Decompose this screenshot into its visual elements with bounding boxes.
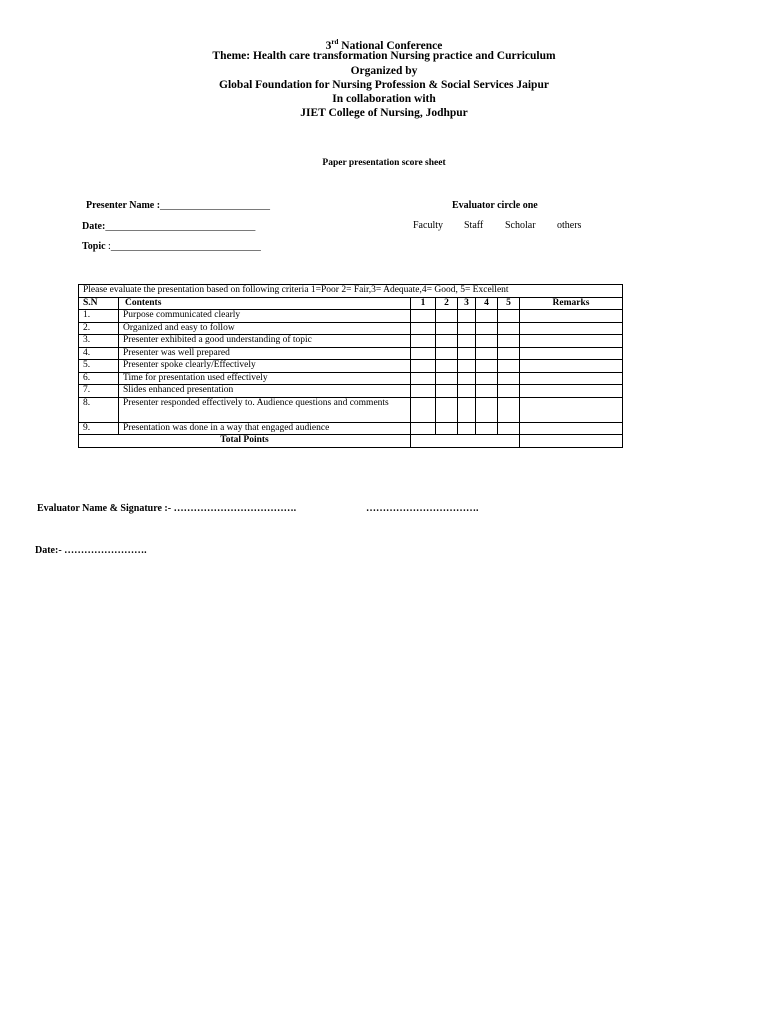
remarks-cell[interactable] (520, 310, 623, 323)
rating-cell-4[interactable] (476, 385, 498, 398)
rating-cell-1[interactable] (411, 322, 436, 335)
evaluator-option-scholar[interactable]: Scholar (505, 220, 536, 231)
row-sn: 6. (79, 372, 119, 385)
signature-dots-name[interactable]: ………………………………. (173, 503, 297, 514)
rating-cell-3[interactable] (458, 347, 476, 360)
rating-cell-2[interactable] (436, 372, 458, 385)
rating-cell-1[interactable] (411, 385, 436, 398)
remarks-cell[interactable] (520, 385, 623, 398)
row-sn: 5. (79, 360, 119, 373)
organizer-name: Global Foundation for Nursing Profession & Social Services Jaipur (219, 79, 549, 91)
ordinal-suffix: rd (331, 38, 339, 46)
date-line[interactable]: ______________________________ (105, 221, 256, 232)
remarks-cell[interactable] (520, 347, 623, 360)
rating-cell-1[interactable] (411, 372, 436, 385)
rating-cell-2[interactable] (436, 347, 458, 360)
topic-label: Topic (82, 241, 106, 252)
rating-cell-1[interactable] (411, 422, 436, 435)
rating-cell-3[interactable] (458, 385, 476, 398)
evaluator-circle-title: Evaluator circle one (452, 200, 538, 211)
table-row (79, 322, 623, 335)
row-sn: 8. (79, 397, 119, 422)
header-row (79, 297, 623, 310)
table-row (79, 422, 623, 435)
rating-cell-5[interactable] (498, 422, 520, 435)
rating-cell-3[interactable] (458, 322, 476, 335)
total-points-cell[interactable] (411, 435, 520, 448)
topic-field (82, 241, 261, 252)
score-table (78, 284, 623, 448)
organized-by-label: Organized by (350, 65, 418, 77)
rating-cell-1[interactable] (411, 347, 436, 360)
row-content: Presenter was well prepared (119, 347, 411, 360)
row-content: Presenter spoke clearly/Effectively (119, 360, 411, 373)
table-row (79, 385, 623, 398)
topic-line[interactable]: ______________________________ (110, 241, 261, 252)
evaluator-option-faculty[interactable]: Faculty (413, 220, 443, 231)
row-content: Presentation was done in a way that engaged audience (119, 422, 411, 435)
row-content: Slides enhanced presentation (119, 385, 411, 398)
signature-dots-sign[interactable]: ……………………………. (366, 503, 479, 514)
instruction-row (79, 285, 623, 298)
rating-cell-4[interactable] (476, 322, 498, 335)
remarks-cell[interactable] (520, 422, 623, 435)
topic-colon: : (105, 241, 111, 252)
header-rating-5: 5 (498, 297, 520, 310)
header-rating-2: 2 (436, 297, 458, 310)
rating-cell-2[interactable] (436, 385, 458, 398)
rating-cell-4[interactable] (476, 360, 498, 373)
evaluator-option-others[interactable]: others (557, 220, 582, 231)
date-label: Date: (82, 221, 106, 232)
remarks-cell[interactable] (520, 335, 623, 348)
collaboration-label: In collaboration with (332, 93, 436, 105)
total-points-label: Total Points (79, 435, 411, 448)
row-sn: 7. (79, 385, 119, 398)
rating-cell-5[interactable] (498, 347, 520, 360)
rating-cell-1[interactable] (411, 335, 436, 348)
rating-cell-4[interactable] (476, 347, 498, 360)
rating-cell-3[interactable] (458, 335, 476, 348)
rating-cell-2[interactable] (436, 322, 458, 335)
college-name: JIET College of Nursing, Jodhpur (300, 107, 468, 119)
rating-cell-5[interactable] (498, 397, 520, 422)
header-remarks: Remarks (520, 297, 623, 310)
rating-cell-2[interactable] (436, 422, 458, 435)
rating-cell-3[interactable] (458, 310, 476, 323)
row-sn: 3. (79, 335, 119, 348)
rating-cell-3[interactable] (458, 397, 476, 422)
presenter-field (86, 200, 270, 211)
total-row (79, 435, 623, 448)
table-row (79, 310, 623, 323)
row-content: Presenter responded effectively to. Audience questions and comments (119, 397, 411, 422)
conference-name: National Conference (338, 39, 443, 52)
row-content: Time for presentation used effectively (119, 372, 411, 385)
row-content: Purpose communicated clearly (119, 310, 411, 323)
remarks-cell[interactable] (520, 372, 623, 385)
rating-cell-2[interactable] (436, 335, 458, 348)
remarks-cell[interactable] (520, 360, 623, 373)
rating-cell-3[interactable] (458, 372, 476, 385)
conference-theme: Theme: Health care transformation Nursing practice and Curriculum (212, 50, 556, 62)
presenter-line[interactable]: ______________________ (160, 200, 271, 211)
instruction-text: Please evaluate the presentation based on following criteria 1=Poor 2= Fair,3= Adequate,4= Good, 5= Excellent (79, 285, 623, 298)
row-sn: 9. (79, 422, 119, 435)
rating-cell-5[interactable] (498, 322, 520, 335)
table-row (79, 397, 623, 422)
header-contents: Contents (119, 297, 411, 310)
rating-cell-2[interactable] (436, 397, 458, 422)
row-content: Organized and easy to follow (119, 322, 411, 335)
signature-label: Evaluator Name & Signature :- (37, 503, 172, 514)
signature-line (37, 503, 296, 514)
row-sn: 1. (79, 310, 119, 323)
rating-cell-3[interactable] (458, 360, 476, 373)
rating-cell-5[interactable] (498, 360, 520, 373)
rating-cell-1[interactable] (411, 310, 436, 323)
rating-cell-2[interactable] (436, 310, 458, 323)
header-rating-1: 1 (411, 297, 436, 310)
rating-cell-1[interactable] (411, 397, 436, 422)
sheet-title: Paper presentation score sheet (322, 158, 446, 168)
remarks-cell[interactable] (520, 397, 623, 422)
rating-cell-3[interactable] (458, 422, 476, 435)
rating-cell-5[interactable] (498, 310, 520, 323)
footer-date-line (35, 545, 147, 556)
remarks-cell[interactable] (520, 322, 623, 335)
row-content: Presenter exhibited a good understanding of topic (119, 335, 411, 348)
table-row (79, 335, 623, 348)
table-row (79, 372, 623, 385)
total-remarks-cell[interactable] (520, 435, 623, 448)
header-rating-4: 4 (476, 297, 498, 310)
ordinal-number: 3 (325, 39, 332, 52)
row-sn: 2. (79, 322, 119, 335)
rating-cell-5[interactable] (498, 385, 520, 398)
header-sn: S.N (79, 297, 119, 310)
rating-cell-4[interactable] (476, 372, 498, 385)
rating-cell-2[interactable] (436, 360, 458, 373)
rating-cell-4[interactable] (476, 335, 498, 348)
footer-date-dots[interactable]: ……………………. (64, 545, 147, 556)
presenter-label: Presenter Name : (86, 200, 161, 211)
rating-cell-4[interactable] (476, 422, 498, 435)
date-field (82, 221, 255, 232)
table-row (79, 347, 623, 360)
row-sn: 4. (79, 347, 119, 360)
rating-cell-4[interactable] (476, 310, 498, 323)
footer-date-label: Date:- (35, 545, 62, 556)
rating-cell-1[interactable] (411, 360, 436, 373)
rating-cell-4[interactable] (476, 397, 498, 422)
table-row (79, 360, 623, 373)
rating-cell-5[interactable] (498, 335, 520, 348)
evaluator-option-staff[interactable]: Staff (464, 220, 484, 231)
header-rating-3: 3 (458, 297, 476, 310)
rating-cell-5[interactable] (498, 372, 520, 385)
